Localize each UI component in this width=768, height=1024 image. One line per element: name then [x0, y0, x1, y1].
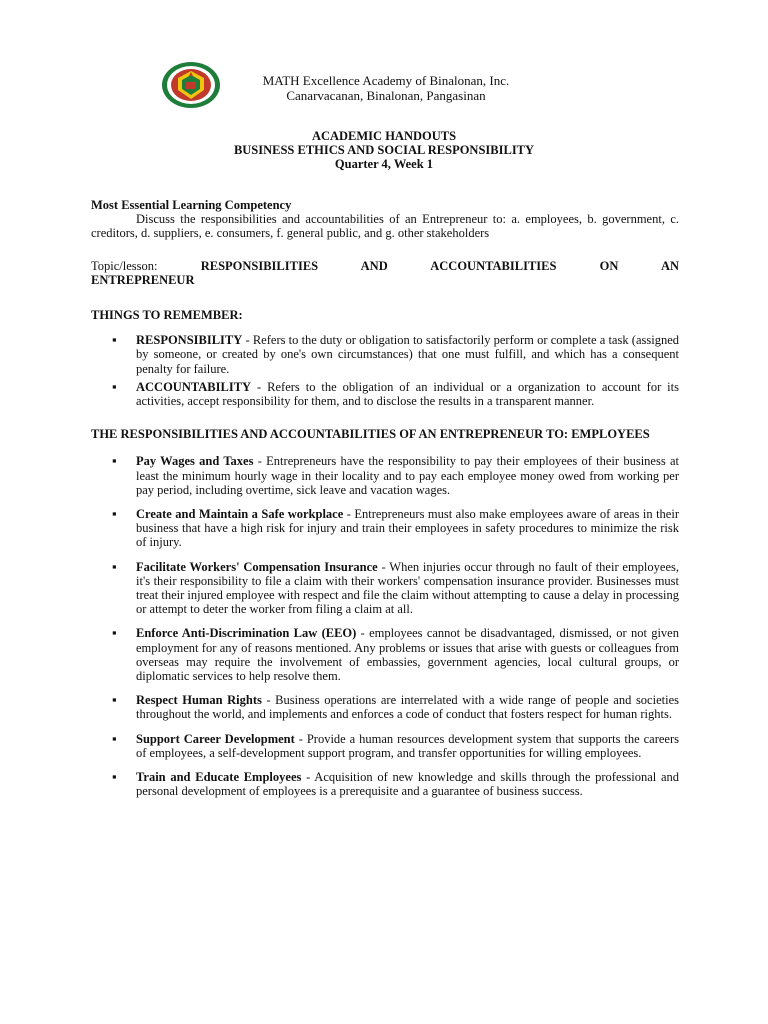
- list-item: [91, 770, 679, 798]
- term: Train and Educate Employees: [136, 770, 302, 785]
- topic-title-1: RESPONSIBILITIES AND ACCOUNTABILITIES ON AN: [200, 258, 679, 273]
- definition: - Provide a human resources development system that supports the careers of employees, a self-development support program, and transfer opportunities for willing employees.: [136, 731, 679, 760]
- definition: - Entrepreneurs have the responsibility to pay their employees of their business at least the minimum hourly wage in their locality and to pay each employee money owed from working per pay period, including overtime, sick leave and vacation wages.: [136, 454, 679, 497]
- list-item: [91, 454, 679, 497]
- term: Support Career Development: [136, 731, 295, 746]
- definition: - Acquisition of new knowledge and skills through the professional and personal development of employees is a prerequisite and a guarantee of business success.: [136, 770, 679, 799]
- list-item: [91, 507, 679, 550]
- term: Enforce Anti-Discrimination Law (EEO): [136, 626, 357, 641]
- document-titles: [0, 129, 768, 171]
- employees-list: [91, 454, 679, 798]
- definition: - Business operations are interrelated with a wide range of people and societies throughout the world, and implements and enforces a code of conduct that fosters respect for human rights.: [136, 693, 679, 722]
- term: Facilitate Workers' Compensation Insurance: [136, 559, 378, 574]
- melc-text: Discuss the responsibilities and accountabilities of an Entrepreneur to: a. employees, b. government, c. creditors, d. suppliers, e. consumers, f. general public, and g. other stakeholders: [91, 212, 679, 241]
- term: Respect Human Rights: [136, 693, 262, 708]
- title-line-2: BUSINESS ETHICS AND SOCIAL RESPONSIBILITY: [233, 143, 535, 157]
- list-item: [91, 333, 679, 376]
- term: Pay Wages and Taxes: [136, 454, 254, 469]
- topic-label: Topic/lesson:: [91, 258, 158, 273]
- handout-content: [91, 198, 679, 799]
- topic-line-1: [91, 259, 679, 273]
- remember-list: [91, 333, 679, 408]
- school-header: [228, 73, 544, 103]
- school-address: Canarvacanan, Binalonan, Pangasinan: [286, 88, 486, 103]
- title-line-3: Quarter 4, Week 1: [334, 157, 434, 171]
- term: RESPONSIBILITY: [136, 333, 243, 348]
- definition: - Entrepreneurs must also make employees aware of areas in their business that have a high risk for injury and train their employees in safety procedures to minimize the risk of injury.: [136, 507, 679, 550]
- definition: - When injuries occur through no fault of their employees, it's their responsibility to file a claim with their workers' compensation insurance provider. Businesses must treat their injured employee with respect and file the claim without attempting to cause a delay in processing or attempt to deter the worker from filing a claim at all.: [136, 559, 679, 617]
- remember-heading: THINGS TO REMEMBER:: [91, 308, 243, 323]
- title-line-1: ACADEMIC HANDOUTS: [311, 129, 457, 143]
- definition: - Refers to the obligation of an individual or a organization to account for its activities, accept responsibility for them, and to disclose the results in a transparent manner.: [136, 379, 679, 409]
- list-item: [91, 732, 679, 760]
- melc-heading: Most Essential Learning Competency: [91, 198, 292, 212]
- school-seal-icon: [160, 60, 222, 110]
- employees-heading: THE RESPONSIBILITIES AND ACCOUNTABILITIES OF AN ENTREPRENEUR TO: EMPLOYEES: [91, 427, 650, 442]
- definition: - Refers to the duty or obligation to satisfactorily perform or complete a task (assigned by someone, or created by one's own circumstances) that one must fulfill, and which has a consequent penalty for failure.: [136, 333, 679, 376]
- list-item: [91, 380, 679, 408]
- term: ACCOUNTABILITY: [136, 379, 252, 394]
- term: Create and Maintain a Safe workplace: [136, 507, 344, 522]
- topic-title-2: ENTREPRENEUR: [91, 272, 195, 287]
- school-name: MATH Excellence Academy of Binalonan, Inc.: [262, 73, 510, 88]
- list-item: [91, 626, 679, 683]
- definition: - employees cannot be disadvantaged, dismissed, or not given employment for any of reasons mentioned. Any problems or issues that arise with guests or colleagues from overseas may require the involvement of embassies, government agencies, local cultural groups, or diplomatic services to help resolve them.: [136, 626, 679, 684]
- list-item: [91, 560, 679, 617]
- list-item: [91, 693, 679, 721]
